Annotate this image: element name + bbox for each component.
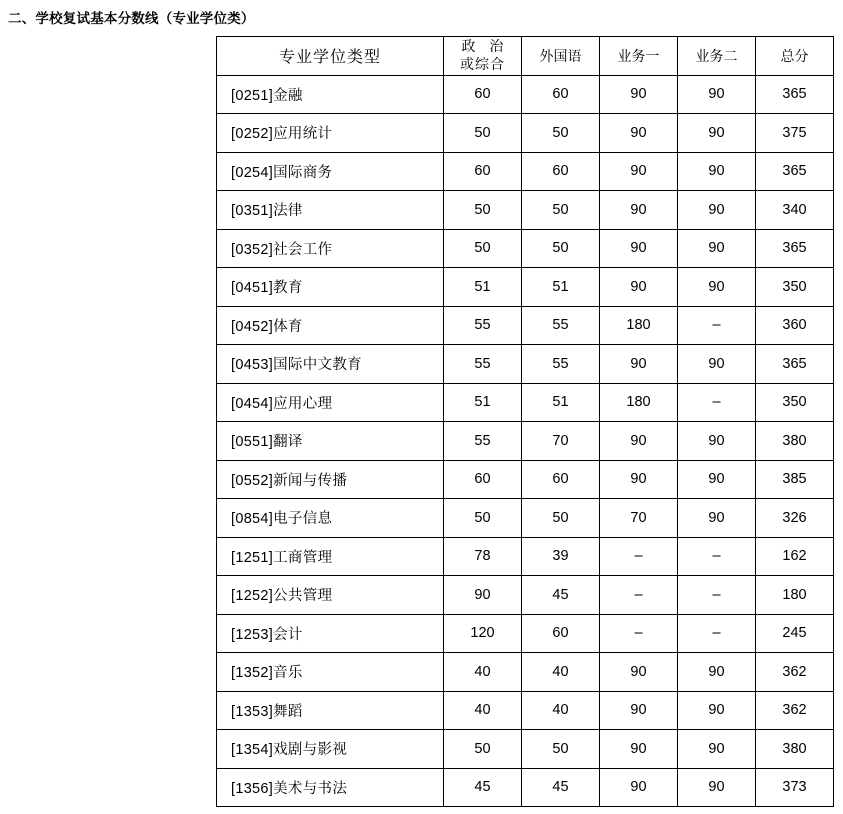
cell-total: 162	[756, 537, 834, 576]
cell-major: [1253]会计	[217, 614, 444, 653]
table-row	[217, 306, 834, 345]
table-header-row	[217, 37, 834, 76]
cell-subject1: 180	[600, 383, 678, 422]
cell-subject1: 90	[600, 191, 678, 230]
cell-foreign: 55	[522, 345, 600, 384]
page-title: 二、学校复试基本分数线（专业学位类）	[8, 11, 255, 26]
cell-subject1: 90	[600, 152, 678, 191]
cell-major: [0351]法律	[217, 191, 444, 230]
cell-subject2: 90	[678, 653, 756, 692]
cell-foreign: 60	[522, 152, 600, 191]
cell-foreign: 39	[522, 537, 600, 576]
cell-total: 365	[756, 152, 834, 191]
cell-subject2: –	[678, 306, 756, 345]
column-header-total: 总分	[756, 37, 834, 76]
column-header-politics	[444, 37, 522, 76]
column-header-major: 专业学位类型	[217, 37, 444, 76]
cell-politics: 78	[444, 537, 522, 576]
cell-subject2: 90	[678, 75, 756, 114]
cell-subject2: –	[678, 614, 756, 653]
cell-politics: 51	[444, 383, 522, 422]
cell-subject2: 90	[678, 345, 756, 384]
cell-foreign: 40	[522, 691, 600, 730]
cell-foreign: 40	[522, 653, 600, 692]
cell-major: [0551]翻译	[217, 422, 444, 461]
cell-total: 373	[756, 768, 834, 807]
table-row	[217, 768, 834, 807]
cell-foreign: 51	[522, 268, 600, 307]
column-header-subject1: 业务一	[600, 37, 678, 76]
cell-major: [0452]体育	[217, 306, 444, 345]
cell-foreign: 70	[522, 422, 600, 461]
cell-subject1: 90	[600, 114, 678, 153]
cell-major: [0451]教育	[217, 268, 444, 307]
cell-total: 365	[756, 229, 834, 268]
cell-subject1: 90	[600, 691, 678, 730]
cell-foreign: 55	[522, 306, 600, 345]
cell-total: 245	[756, 614, 834, 653]
column-header-foreign: 外国语	[522, 37, 600, 76]
cell-foreign: 50	[522, 114, 600, 153]
cell-subject1: –	[600, 576, 678, 615]
cell-politics: 40	[444, 691, 522, 730]
table-row	[217, 345, 834, 384]
cell-politics: 45	[444, 768, 522, 807]
score-table-container	[216, 36, 834, 807]
cell-subject1: 90	[600, 229, 678, 268]
table-row	[217, 576, 834, 615]
cell-subject2: 90	[678, 191, 756, 230]
table-row	[217, 383, 834, 422]
cell-total: 340	[756, 191, 834, 230]
cell-politics: 40	[444, 653, 522, 692]
table-row	[217, 730, 834, 769]
cell-politics: 50	[444, 499, 522, 538]
table-header	[217, 37, 834, 76]
cell-foreign: 50	[522, 229, 600, 268]
cell-subject1: 180	[600, 306, 678, 345]
cell-foreign: 45	[522, 576, 600, 615]
cell-politics: 60	[444, 460, 522, 499]
table-row	[217, 152, 834, 191]
cell-subject2: 90	[678, 730, 756, 769]
cell-subject2: –	[678, 537, 756, 576]
cell-subject1: 90	[600, 345, 678, 384]
cell-major: [1354]戏剧与影视	[217, 730, 444, 769]
cell-total: 326	[756, 499, 834, 538]
cell-foreign: 60	[522, 614, 600, 653]
table-row	[217, 653, 834, 692]
cell-foreign: 51	[522, 383, 600, 422]
cell-major: [0552]新闻与传播	[217, 460, 444, 499]
column-header-politics-line1: 政 治	[461, 37, 509, 54]
table-body	[217, 75, 834, 807]
cell-politics: 60	[444, 75, 522, 114]
cell-major: [0454]应用心理	[217, 383, 444, 422]
table-row	[217, 691, 834, 730]
cell-major: [1251]工商管理	[217, 537, 444, 576]
table-row	[217, 114, 834, 153]
cell-subject2: 90	[678, 499, 756, 538]
cell-major: [1356]美术与书法	[217, 768, 444, 807]
cell-total: 360	[756, 306, 834, 345]
table-row	[217, 191, 834, 230]
cell-subject1: 90	[600, 75, 678, 114]
cell-subject2: 90	[678, 114, 756, 153]
cell-politics: 55	[444, 345, 522, 384]
table-row	[217, 499, 834, 538]
cell-total: 380	[756, 730, 834, 769]
cell-politics: 50	[444, 114, 522, 153]
table-row	[217, 422, 834, 461]
cell-subject1: 70	[600, 499, 678, 538]
cell-politics: 50	[444, 730, 522, 769]
cell-total: 350	[756, 383, 834, 422]
cell-subject1: –	[600, 537, 678, 576]
cell-major: [0352]社会工作	[217, 229, 444, 268]
cell-subject2: 90	[678, 460, 756, 499]
table-row	[217, 537, 834, 576]
cell-major: [0252]应用统计	[217, 114, 444, 153]
cell-major: [1352]音乐	[217, 653, 444, 692]
cell-subject2: 90	[678, 768, 756, 807]
column-header-subject2: 业务二	[678, 37, 756, 76]
cell-subject2: –	[678, 383, 756, 422]
cell-subject1: 90	[600, 422, 678, 461]
cell-total: 375	[756, 114, 834, 153]
cell-subject1: 90	[600, 460, 678, 499]
cell-total: 380	[756, 422, 834, 461]
table-row	[217, 614, 834, 653]
cell-major: [0453]国际中文教育	[217, 345, 444, 384]
cell-total: 350	[756, 268, 834, 307]
cell-subject1: 90	[600, 653, 678, 692]
cell-politics: 50	[444, 229, 522, 268]
cell-major: [0254]国际商务	[217, 152, 444, 191]
cell-major: [1353]舞蹈	[217, 691, 444, 730]
cell-total: 362	[756, 691, 834, 730]
cell-total: 180	[756, 576, 834, 615]
cell-politics: 120	[444, 614, 522, 653]
table-row	[217, 460, 834, 499]
cell-foreign: 45	[522, 768, 600, 807]
cell-politics: 60	[444, 152, 522, 191]
cell-total: 385	[756, 460, 834, 499]
cell-subject1: 90	[600, 768, 678, 807]
cell-politics: 50	[444, 191, 522, 230]
cell-politics: 55	[444, 422, 522, 461]
cell-subject2: 90	[678, 422, 756, 461]
cell-subject2: 90	[678, 152, 756, 191]
cell-subject2: 90	[678, 229, 756, 268]
cell-foreign: 60	[522, 460, 600, 499]
cell-foreign: 60	[522, 75, 600, 114]
cell-subject1: 90	[600, 730, 678, 769]
cell-foreign: 50	[522, 499, 600, 538]
table-row	[217, 229, 834, 268]
cell-subject2: 90	[678, 691, 756, 730]
score-table	[216, 36, 834, 807]
cell-politics: 51	[444, 268, 522, 307]
column-header-politics-line2: 或综合	[460, 55, 505, 72]
cell-major: [0251]金融	[217, 75, 444, 114]
cell-foreign: 50	[522, 730, 600, 769]
cell-major: [1252]公共管理	[217, 576, 444, 615]
table-row	[217, 268, 834, 307]
cell-foreign: 50	[522, 191, 600, 230]
cell-politics: 55	[444, 306, 522, 345]
cell-total: 365	[756, 75, 834, 114]
cell-subject1: –	[600, 614, 678, 653]
cell-major: [0854]电子信息	[217, 499, 444, 538]
table-row	[217, 75, 834, 114]
cell-subject2: –	[678, 576, 756, 615]
cell-total: 365	[756, 345, 834, 384]
cell-total: 362	[756, 653, 834, 692]
cell-subject1: 90	[600, 268, 678, 307]
cell-politics: 90	[444, 576, 522, 615]
cell-subject2: 90	[678, 268, 756, 307]
